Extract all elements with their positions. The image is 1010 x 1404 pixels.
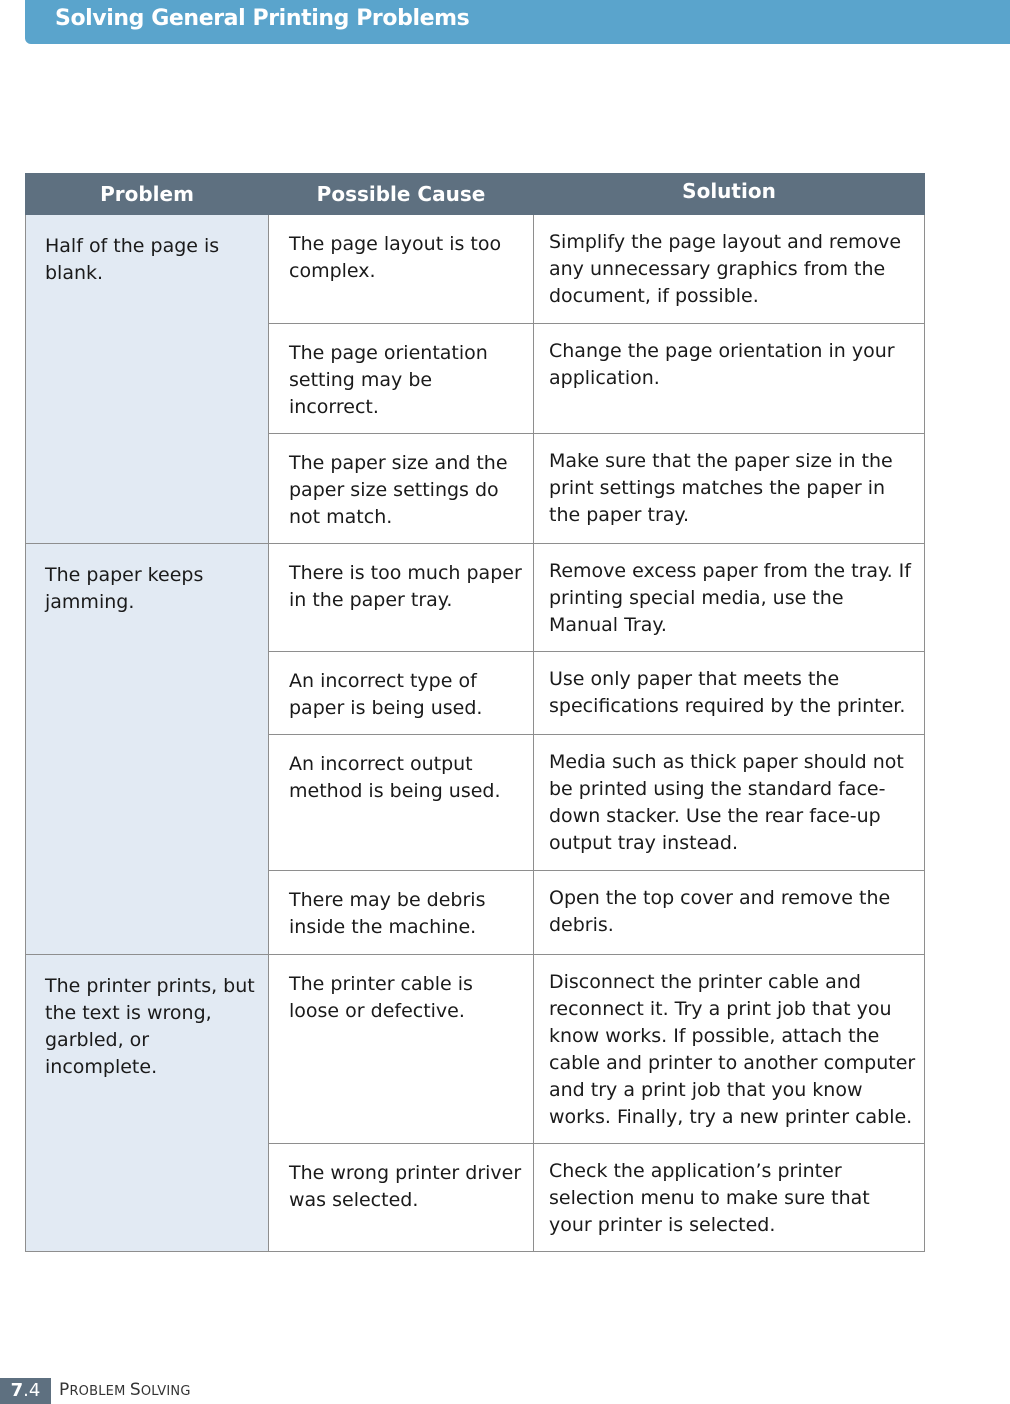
- solution-cell: Remove excess paper from the tray. If printing special media, use the Manual Tray.: [534, 544, 925, 652]
- cause-cell: The paper size and the paper size settings do not match.: [269, 434, 534, 544]
- cause-cell: The page layout is too complex.: [269, 215, 534, 324]
- chapter-number: 7: [10, 1380, 24, 1401]
- solution-cell: Open the top cover and remove the debris.: [534, 871, 925, 955]
- table-row: [26, 544, 925, 652]
- solution-cell: Change the page orientation in your application.: [534, 324, 925, 434]
- section-label-part: P: [59, 1380, 70, 1400]
- cause-cell: There may be debris inside the machine.: [269, 871, 534, 955]
- problem-cell: The printer prints, but the text is wrong, garbled, or incomplete.: [26, 955, 269, 1252]
- troubleshooting-table: [25, 173, 925, 1252]
- cause-cell: The wrong printer driver was selected.: [269, 1144, 534, 1252]
- section-label-part: OLVING: [140, 1384, 191, 1399]
- page-number-badge: [0, 1378, 51, 1404]
- footer-section-label: [59, 1380, 191, 1400]
- section-title-bar: [25, 0, 1010, 44]
- page-footer: [0, 1378, 300, 1404]
- problem-cell: Half of the page is blank.: [26, 215, 269, 544]
- cause-cell: An incorrect output method is being used.: [269, 735, 534, 871]
- solution-cell: Simplify the page layout and remove any unnecessary graphics from the document, if possible.: [534, 215, 925, 324]
- cause-cell: An incorrect type of paper is being used.: [269, 652, 534, 735]
- table-row: [26, 215, 925, 324]
- solution-cell: Media such as thick paper should not be printed using the standard face-down stacker. Use the rear face-up output tray instead.: [534, 735, 925, 871]
- section-label-part: ROBLEM: [69, 1384, 130, 1399]
- problem-cell: The paper keeps jamming.: [26, 544, 269, 955]
- cause-cell: The printer cable is loose or defective.: [269, 955, 534, 1144]
- column-header-problem: Problem: [26, 174, 269, 215]
- solution-cell: Use only paper that meets the specifications required by the printer.: [534, 652, 925, 735]
- cause-cell: The page orientation setting may be incorrect.: [269, 324, 534, 434]
- table-header-row: [26, 174, 925, 215]
- solution-cell: Make sure that the paper size in the print settings matches the paper in the paper tray.: [534, 434, 925, 544]
- solution-cell: Check the application’s printer selection menu to make sure that your printer is selected.: [534, 1144, 925, 1252]
- column-header-solution: Solution: [534, 174, 925, 215]
- table-row: [26, 955, 925, 1144]
- section-title: Solving General Printing Problems: [55, 6, 470, 31]
- page-number: .4: [23, 1380, 41, 1401]
- section-label-part: S: [129, 1380, 141, 1400]
- solution-cell: Disconnect the printer cable and reconnect it. Try a print job that you know works. If possible, attach the cable and printer to another computer and try a print job that you know works. Finally, try a new printer cable.: [534, 955, 925, 1144]
- column-header-possible-cause: Possible Cause: [269, 174, 534, 215]
- cause-cell: There is too much paper in the paper tray.: [269, 544, 534, 652]
